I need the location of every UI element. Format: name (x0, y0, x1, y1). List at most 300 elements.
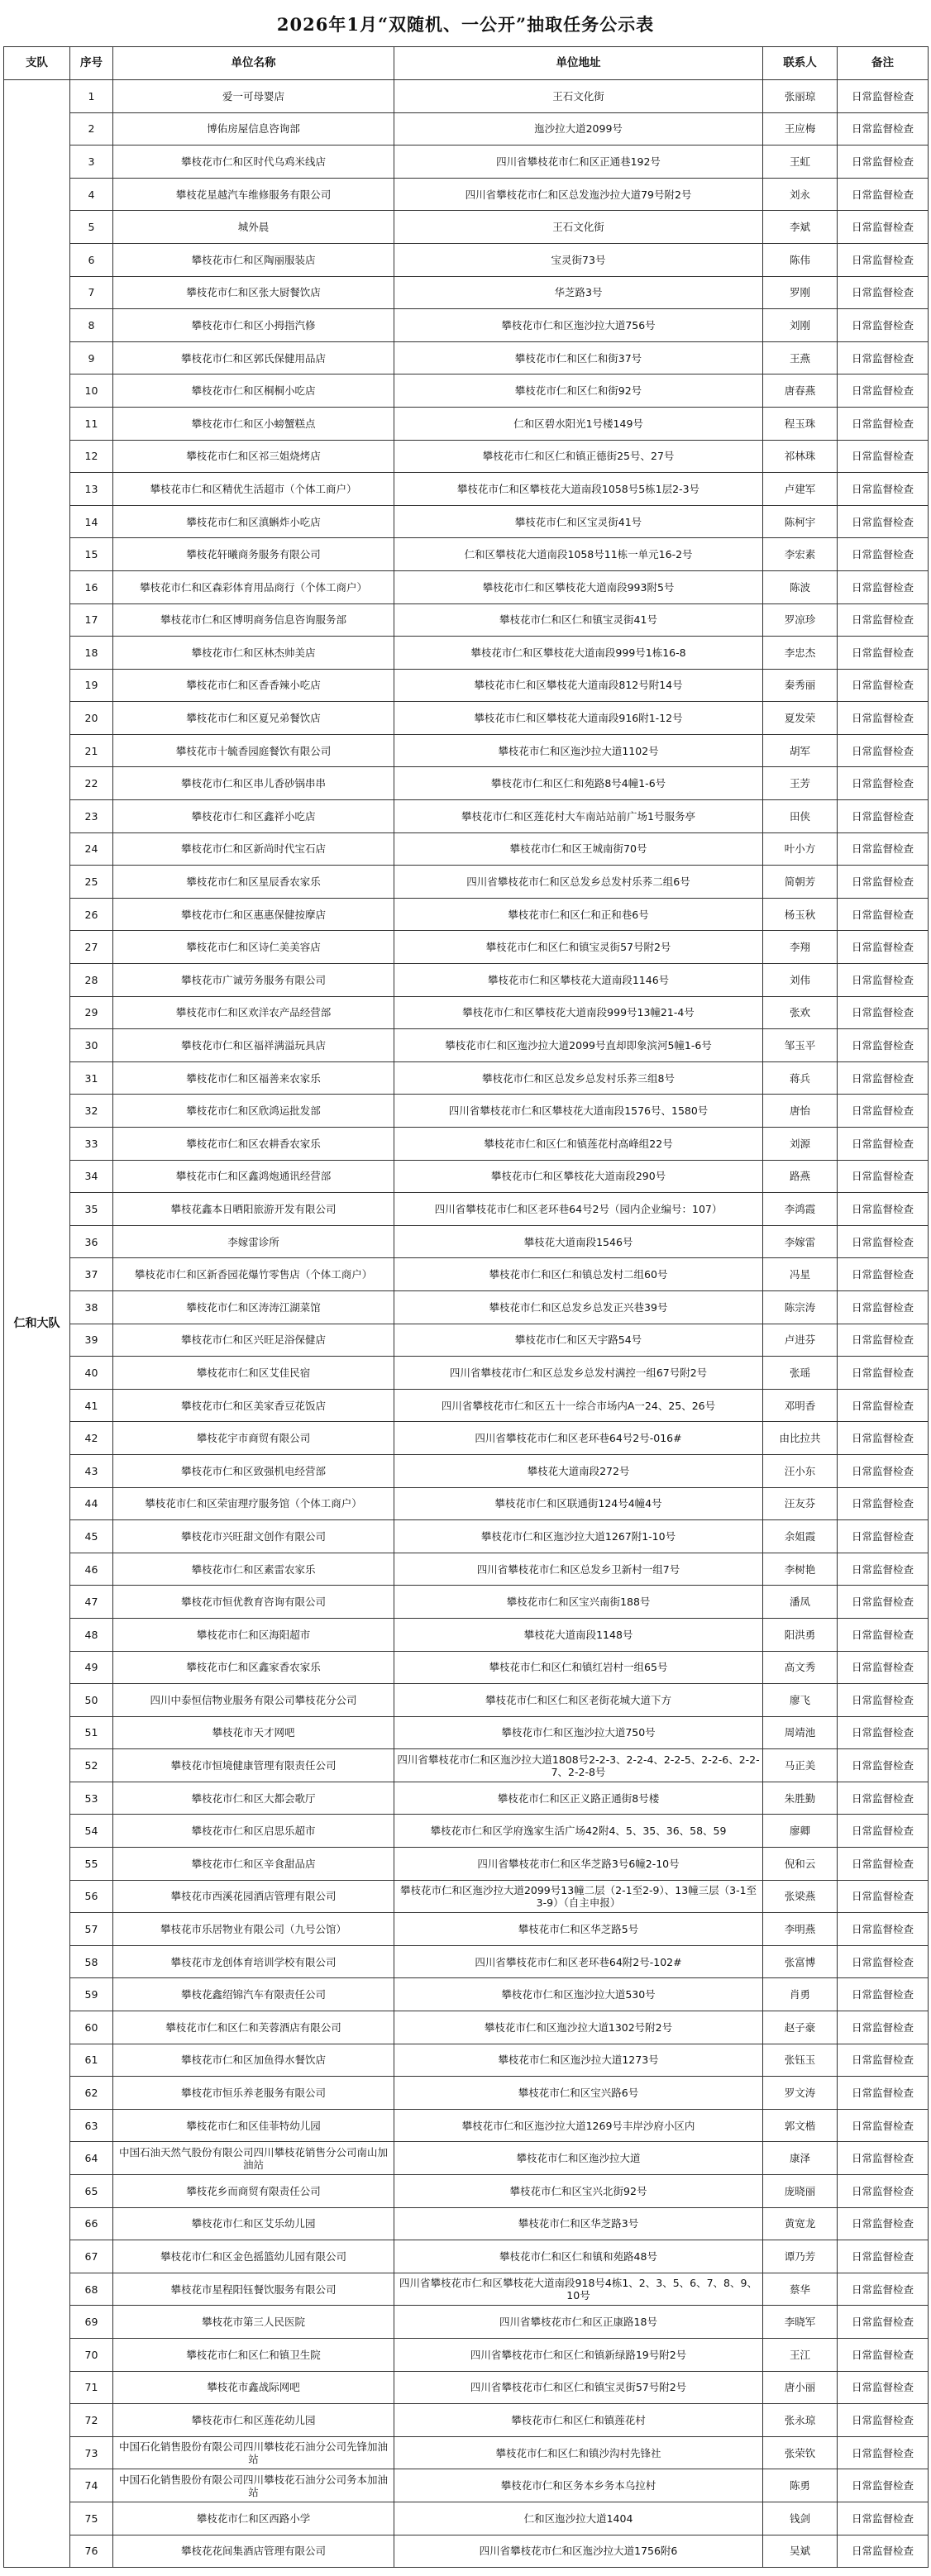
table-row (4, 2502, 929, 2535)
number-cell: 5 (70, 211, 113, 244)
unit-address-cell: 攀枝花市仁和区仁和苑路8号4幢1-6号 (394, 767, 763, 800)
table-row (4, 2469, 929, 2502)
unit-name-cell: 攀枝花花间集酒店管理有限公司 (113, 2535, 394, 2568)
number-cell: 52 (70, 1749, 113, 1782)
table-row (4, 1782, 929, 1815)
unit-name-cell: 攀枝花市仁和区鑫家香农家乐 (113, 1651, 394, 1684)
contact-cell: 蒋兵 (763, 1061, 838, 1095)
unit-address-cell: 四川省攀枝花市仁和区迤沙拉大道1756附6 (394, 2535, 763, 2568)
contact-cell: 卢进芬 (763, 1324, 838, 1357)
remark-cell: 日常监督检查 (838, 866, 929, 899)
header-remark: 备注 (838, 47, 929, 80)
unit-name-cell: 攀枝花市仁和区新尚时代宝石店 (113, 832, 394, 866)
number-cell: 58 (70, 1945, 113, 1978)
table-row (4, 2077, 929, 2110)
unit-name-cell: 攀枝花市仁和区仁和镇卫生院 (113, 2338, 394, 2371)
unit-name-cell: 中国石油天然气股份有限公司四川攀枝花销售分公司南山加油站 (113, 2142, 394, 2175)
unit-name-cell: 攀枝花市仁和区福善来农家乐 (113, 1061, 394, 1095)
contact-cell: 祁林珠 (763, 440, 838, 473)
table-row (4, 1945, 929, 1978)
table-row (4, 931, 929, 964)
contact-cell: 陈柯宇 (763, 505, 838, 538)
number-cell: 51 (70, 1716, 113, 1749)
unit-address-cell: 攀枝花市仁和区攀枝花大道南段1146号 (394, 964, 763, 997)
contact-cell: 张荣钦 (763, 2436, 838, 2469)
table-row (4, 1586, 929, 1619)
number-cell: 50 (70, 1684, 113, 1717)
remark-cell: 日常监督检查 (838, 2011, 929, 2044)
number-cell: 38 (70, 1290, 113, 1324)
unit-address-cell: 攀枝花市仁和区迤沙拉大道1302号附2号 (394, 2011, 763, 2044)
unit-address-cell: 四川省攀枝花市仁和区老环巷64附2号-102# (394, 1945, 763, 1978)
unit-address-cell: 攀枝花市仁和区攀枝花大道南段1058号5栋1层2-3号 (394, 473, 763, 506)
contact-cell: 王芳 (763, 767, 838, 800)
remark-cell: 日常监督检查 (838, 1913, 929, 1946)
table-row (4, 1454, 929, 1487)
remark-cell: 日常监督检查 (838, 1716, 929, 1749)
unit-address-cell: 四川省攀枝花市仁和区总发乡卫新村一组7号 (394, 1553, 763, 1586)
contact-cell: 蔡华 (763, 2273, 838, 2306)
contact-cell: 阳洪勇 (763, 1618, 838, 1651)
contact-cell: 廖卿 (763, 1815, 838, 1848)
remark-cell: 日常监督检查 (838, 2109, 929, 2142)
remark-cell: 日常监督检查 (838, 1095, 929, 1128)
unit-address-cell: 攀枝花大道南段272号 (394, 1454, 763, 1487)
number-cell: 69 (70, 2306, 113, 2339)
number-cell: 66 (70, 2207, 113, 2240)
remark-cell: 日常监督检查 (838, 1520, 929, 1553)
remark-cell: 日常监督检查 (838, 570, 929, 603)
table-row (4, 702, 929, 735)
contact-cell: 张富博 (763, 1945, 838, 1978)
number-cell: 64 (70, 2142, 113, 2175)
table-row (4, 1422, 929, 1455)
unit-address-cell: 攀枝花市仁和区王城南街70号 (394, 832, 763, 866)
number-cell: 54 (70, 1815, 113, 1848)
remark-cell: 日常监督检查 (838, 2273, 929, 2306)
remark-cell: 日常监督检查 (838, 1618, 929, 1651)
remark-cell: 日常监督检查 (838, 1193, 929, 1226)
number-cell: 73 (70, 2436, 113, 2469)
contact-cell: 汪小东 (763, 1454, 838, 1487)
unit-name-cell: 攀枝花市仁和区荣宙理疗服务馆（个体工商户） (113, 1487, 394, 1520)
unit-address-cell: 四川省攀枝花市仁和区总发迤沙拉大道79号附2号 (394, 178, 763, 211)
contact-cell: 王江 (763, 2338, 838, 2371)
unit-name-cell: 攀枝花市仁和区加鱼得水餐饮店 (113, 2044, 394, 2077)
unit-name-cell: 攀枝花鑫绍锦汽车有限责任公司 (113, 1978, 394, 2011)
remark-cell: 日常监督检查 (838, 734, 929, 767)
number-cell: 25 (70, 866, 113, 899)
unit-name-cell: 攀枝花市仁和区祁三姐烧烤店 (113, 440, 394, 473)
unit-name-cell: 攀枝花市仁和区惠惠保健按摩店 (113, 898, 394, 931)
unit-address-cell: 攀枝花市仁和区仁和镇总发村二组60号 (394, 1258, 763, 1291)
unit-address-cell: 攀枝花市仁和区总发乡总发正兴巷39号 (394, 1290, 763, 1324)
contact-cell: 罗凉珍 (763, 603, 838, 637)
table-row (4, 374, 929, 408)
unit-address-cell: 迤沙拉大道2099号 (394, 112, 763, 145)
unit-name-cell: 攀枝花市仁和区鑫祥小吃店 (113, 800, 394, 833)
contact-cell: 李嫁雷 (763, 1225, 838, 1258)
unit-address-cell: 攀枝花市仁和区务本乡务本乌拉村 (394, 2469, 763, 2502)
remark-cell: 日常监督检查 (838, 1880, 929, 1913)
unit-address-cell: 攀枝花市仁和区天宇路54号 (394, 1324, 763, 1357)
number-cell: 46 (70, 1553, 113, 1586)
table-row (4, 1978, 929, 2011)
contact-cell: 张瑶 (763, 1357, 838, 1390)
remark-cell: 日常监督检查 (838, 1586, 929, 1619)
number-cell: 71 (70, 2371, 113, 2404)
table-row (4, 1487, 929, 1520)
unit-name-cell: 攀枝花市仁和区海阳超市 (113, 1618, 394, 1651)
contact-cell: 秦秀丽 (763, 669, 838, 702)
contact-cell: 李鸿霞 (763, 1193, 838, 1226)
table-row (4, 996, 929, 1029)
number-cell: 9 (70, 341, 113, 374)
unit-name-cell: 攀枝花市仁和区西路小学 (113, 2502, 394, 2535)
number-cell: 76 (70, 2535, 113, 2568)
contact-cell: 朱胜勤 (763, 1782, 838, 1815)
contact-cell: 李明燕 (763, 1913, 838, 1946)
table-row (4, 1029, 929, 1062)
remark-cell: 日常监督检查 (838, 2338, 929, 2371)
remark-cell: 日常监督检查 (838, 374, 929, 408)
unit-name-cell: 攀枝花宇市商贸有限公司 (113, 1422, 394, 1455)
unit-name-cell: 攀枝花市仁和区串儿香砂锅串串 (113, 767, 394, 800)
unit-address-cell: 攀枝花市仁和区迤沙拉大道2099号13幢二层（2-1至2-9）、13幢三层（3-1至3-9）（自主申报） (394, 1880, 763, 1913)
contact-cell: 程玉珠 (763, 407, 838, 440)
number-cell: 62 (70, 2077, 113, 2110)
remark-cell: 日常监督检查 (838, 1324, 929, 1357)
contact-cell: 邓明香 (763, 1389, 838, 1422)
remark-cell: 日常监督检查 (838, 1684, 929, 1717)
unit-name-cell: 中国石化销售股份有限公司四川攀枝花石油分公司先锋加油站 (113, 2436, 394, 2469)
unit-address-cell: 攀枝花市仁和区宝兴路6号 (394, 2077, 763, 2110)
table-row (4, 1258, 929, 1291)
table-row (4, 832, 929, 866)
table-row (4, 1193, 929, 1226)
contact-cell: 唐春燕 (763, 374, 838, 408)
unit-name-cell: 攀枝花市仁和区致强机电经营部 (113, 1454, 394, 1487)
contact-cell: 康泽 (763, 2142, 838, 2175)
unit-name-cell: 攀枝花市仁和区素雷农家乐 (113, 1553, 394, 1586)
remark-cell: 日常监督检查 (838, 473, 929, 506)
unit-address-cell: 攀枝花市仁和区仁和镇宝灵街41号 (394, 603, 763, 637)
contact-cell: 张梁燕 (763, 1880, 838, 1913)
contact-cell: 王应梅 (763, 112, 838, 145)
contact-cell: 李忠杰 (763, 637, 838, 670)
unit-address-cell: 华芝路3号 (394, 276, 763, 309)
contact-cell: 陈宗涛 (763, 1290, 838, 1324)
unit-name-cell: 攀枝花乡而商贸有限责任公司 (113, 2175, 394, 2208)
remark-cell: 日常监督检查 (838, 767, 929, 800)
remark-cell: 日常监督检查 (838, 1357, 929, 1390)
remark-cell: 日常监督检查 (838, 2306, 929, 2339)
table-row (4, 80, 929, 113)
unit-address-cell: 攀枝花市仁和区学府逸家生活广场42附4、5、35、36、58、59 (394, 1815, 763, 1848)
number-cell: 65 (70, 2175, 113, 2208)
number-cell: 19 (70, 669, 113, 702)
contact-cell: 潘凤 (763, 1586, 838, 1619)
unit-address-cell: 攀枝花市仁和区攀枝花大道南段999号13幢21-4号 (394, 996, 763, 1029)
unit-name-cell: 攀枝花市仁和区欢洋农产品经营部 (113, 996, 394, 1029)
remark-cell: 日常监督检查 (838, 702, 929, 735)
number-cell: 29 (70, 996, 113, 1029)
number-cell: 8 (70, 309, 113, 342)
remark-cell: 日常监督检查 (838, 996, 929, 1029)
unit-name-cell: 攀枝花市仁和区桐桐小吃店 (113, 374, 394, 408)
contact-cell: 田侠 (763, 800, 838, 833)
number-cell: 47 (70, 1586, 113, 1619)
unit-name-cell: 攀枝花市仁和区林杰帅美店 (113, 637, 394, 670)
task-table (3, 46, 929, 2568)
unit-name-cell: 攀枝花市仁和区艾佳民宿 (113, 1357, 394, 1390)
number-cell: 32 (70, 1095, 113, 1128)
remark-cell: 日常监督检查 (838, 80, 929, 113)
unit-address-cell: 攀枝花市仁和区攀枝花大道南段999号1栋16-8 (394, 637, 763, 670)
table-row (4, 1749, 929, 1782)
table-row (4, 538, 929, 571)
number-cell: 40 (70, 1357, 113, 1390)
number-cell: 42 (70, 1422, 113, 1455)
number-cell: 4 (70, 178, 113, 211)
unit-name-cell: 攀枝花市恒乐养老服务有限公司 (113, 2077, 394, 2110)
unit-address-cell: 攀枝花市仁和区正义路正通街8号楼 (394, 1782, 763, 1815)
unit-name-cell: 攀枝花市仁和区滇蝌炸小吃店 (113, 505, 394, 538)
table-row (4, 1160, 929, 1193)
remark-cell: 日常监督检查 (838, 440, 929, 473)
unit-address-cell: 攀枝花市仁和区迤沙拉大道750号 (394, 1716, 763, 1749)
unit-address-cell: 攀枝花市仁和区攀枝花大道南段916附1-12号 (394, 702, 763, 735)
number-cell: 35 (70, 1193, 113, 1226)
unit-name-cell: 攀枝花市仁和区涛涛江湖菜馆 (113, 1290, 394, 1324)
team-cell: 仁和大队 (4, 80, 70, 2568)
number-cell: 23 (70, 800, 113, 833)
unit-address-cell: 攀枝花市仁和区仁和街37号 (394, 341, 763, 374)
unit-address-cell: 四川省攀枝花市仁和区仁和镇宝灵街57号附2号 (394, 2371, 763, 2404)
contact-cell: 李斌 (763, 211, 838, 244)
unit-address-cell: 攀枝花市仁和区联通街124号4幢4号 (394, 1487, 763, 1520)
unit-address-cell: 四川省攀枝花市仁和区正康路18号 (394, 2306, 763, 2339)
unit-name-cell: 攀枝花市仁和区小拇指汽修 (113, 309, 394, 342)
unit-name-cell: 攀枝花市仁和区美家香豆花饭店 (113, 1389, 394, 1422)
unit-address-cell: 四川省攀枝花市仁和区老环巷64号2号-016# (394, 1422, 763, 1455)
table-row (4, 570, 929, 603)
contact-cell: 黄宽龙 (763, 2207, 838, 2240)
contact-cell: 张钰玉 (763, 2044, 838, 2077)
unit-address-cell: 攀枝花市仁和区攀枝花大道南段993附5号 (394, 570, 763, 603)
number-cell: 37 (70, 1258, 113, 1291)
table-row (4, 2306, 929, 2339)
contact-cell: 夏发荣 (763, 702, 838, 735)
number-cell: 34 (70, 1160, 113, 1193)
number-cell: 39 (70, 1324, 113, 1357)
unit-address-cell: 攀枝花市仁和区攀枝花大道南段812号附14号 (394, 669, 763, 702)
contact-cell: 庞晓丽 (763, 2175, 838, 2208)
remark-cell: 日常监督检查 (838, 2469, 929, 2502)
number-cell: 16 (70, 570, 113, 603)
contact-cell: 余姐霞 (763, 1520, 838, 1553)
remark-cell: 日常监督检查 (838, 669, 929, 702)
table-row (4, 2011, 929, 2044)
remark-cell: 日常监督检查 (838, 931, 929, 964)
unit-address-cell: 攀枝花市仁和区仁和镇和苑路48号 (394, 2240, 763, 2273)
unit-name-cell: 攀枝花市仁和区兴旺足浴保健店 (113, 1324, 394, 1357)
unit-address-cell: 攀枝花市仁和区宝灵街41号 (394, 505, 763, 538)
contact-cell: 张欢 (763, 996, 838, 1029)
unit-name-cell: 攀枝花市仁和区莲花幼儿园 (113, 2404, 394, 2437)
table-row (4, 1553, 929, 1586)
number-cell: 36 (70, 1225, 113, 1258)
contact-cell: 陈伟 (763, 243, 838, 276)
remark-cell: 日常监督检查 (838, 832, 929, 866)
unit-address-cell: 攀枝花市仁和区仁和街92号 (394, 374, 763, 408)
number-cell: 24 (70, 832, 113, 866)
contact-cell: 汪友芬 (763, 1487, 838, 1520)
number-cell: 26 (70, 898, 113, 931)
unit-address-cell: 攀枝花市仁和区总发乡总发村乐荞三组8号 (394, 1061, 763, 1095)
contact-cell: 陈勇 (763, 2469, 838, 2502)
remark-cell: 日常监督检查 (838, 2371, 929, 2404)
unit-address-cell: 攀枝花市仁和区迤沙拉大道756号 (394, 309, 763, 342)
unit-name-cell: 攀枝花市仁和区启思乐超市 (113, 1815, 394, 1848)
number-cell: 30 (70, 1029, 113, 1062)
remark-cell: 日常监督检查 (838, 898, 929, 931)
table-row (4, 440, 929, 473)
table-row (4, 1651, 929, 1684)
unit-address-cell: 攀枝花市仁和区仁和镇沙沟村先锋社 (394, 2436, 763, 2469)
page-title: 2026年1月“双随机、一公开”抽取任务公示表 (276, 14, 655, 35)
contact-cell: 邹玉平 (763, 1029, 838, 1062)
table-row (4, 2175, 929, 2208)
unit-address-cell: 四川省攀枝花市仁和区迤沙拉大道1808号2-2-3、2-2-4、2-2-5、2-2-6、2-2-7、2-2-8号 (394, 1749, 763, 1782)
unit-address-cell: 攀枝花大道南段1546号 (394, 1225, 763, 1258)
contact-cell: 李翔 (763, 931, 838, 964)
unit-name-cell: 攀枝花市兴旺甜文创作有限公司 (113, 1520, 394, 1553)
contact-cell: 简朝芳 (763, 866, 838, 899)
number-cell: 44 (70, 1487, 113, 1520)
unit-address-cell: 攀枝花市仁和区华芝路3号 (394, 2207, 763, 2240)
remark-cell: 日常监督检查 (838, 2240, 929, 2273)
unit-address-cell: 四川省攀枝花市仁和区攀枝花大道南段918号4栋1、2、3、5、6、7、8、9、10号 (394, 2273, 763, 2306)
remark-cell: 日常监督检查 (838, 211, 929, 244)
number-cell: 13 (70, 473, 113, 506)
unit-name-cell: 攀枝花星越汽车维修服务有限公司 (113, 178, 394, 211)
table-row (4, 1095, 929, 1128)
unit-address-cell: 攀枝花市仁和区仁和镇宝灵街57号附2号 (394, 931, 763, 964)
unit-name-cell: 博佑房屋信息咨询部 (113, 112, 394, 145)
number-cell: 67 (70, 2240, 113, 2273)
unit-address-cell: 四川省攀枝花市仁和区五十一综合市场内A一24、25、26号 (394, 1389, 763, 1422)
number-cell: 3 (70, 145, 113, 179)
table-row (4, 2338, 929, 2371)
contact-cell: 谭乃芳 (763, 2240, 838, 2273)
number-cell: 61 (70, 2044, 113, 2077)
table-row (4, 473, 929, 506)
unit-name-cell: 攀枝花市鑫战际网吧 (113, 2371, 394, 2404)
remark-cell: 日常监督检查 (838, 2404, 929, 2437)
unit-address-cell: 仁和区迤沙拉大道1404 (394, 2502, 763, 2535)
remark-cell: 日常监督检查 (838, 243, 929, 276)
number-cell: 31 (70, 1061, 113, 1095)
number-cell: 56 (70, 1880, 113, 1913)
remark-cell: 日常监督检查 (838, 1782, 929, 1815)
remark-cell: 日常监督检查 (838, 1848, 929, 1881)
number-cell: 33 (70, 1128, 113, 1161)
unit-name-cell: 攀枝花市仁和区香香辣小吃店 (113, 669, 394, 702)
unit-name-cell: 攀枝花市仁和区郭氏保健用品店 (113, 341, 394, 374)
remark-cell: 日常监督检查 (838, 1749, 929, 1782)
unit-name-cell: 攀枝花市仁和区森彩体育用品商行（个体工商户） (113, 570, 394, 603)
table-row (4, 309, 929, 342)
table-row (4, 1128, 929, 1161)
unit-name-cell: 攀枝花市第三人民医院 (113, 2306, 394, 2339)
remark-cell: 日常监督检查 (838, 2502, 929, 2535)
number-cell: 49 (70, 1651, 113, 1684)
table-row (4, 1324, 929, 1357)
number-cell: 55 (70, 1848, 113, 1881)
unit-name-cell: 攀枝花市仁和区艾乐幼儿园 (113, 2207, 394, 2240)
table-row (4, 603, 929, 637)
unit-name-cell: 攀枝花市仁和区张大厨餐饮店 (113, 276, 394, 309)
table-row (4, 2109, 929, 2142)
unit-address-cell: 攀枝花市仁和区迤沙拉大道530号 (394, 1978, 763, 2011)
unit-name-cell: 攀枝花市仁和区仁和芙蓉酒店有限公司 (113, 2011, 394, 2044)
table-body (4, 80, 929, 2568)
number-cell: 6 (70, 243, 113, 276)
table-row (4, 898, 929, 931)
unit-name-cell: 攀枝花市恒优教育咨询有限公司 (113, 1586, 394, 1619)
table-row (4, 178, 929, 211)
contact-cell: 罗刚 (763, 276, 838, 309)
number-cell: 63 (70, 2109, 113, 2142)
unit-address-cell: 四川省攀枝花市仁和区仁和镇新绿路19号附2号 (394, 2338, 763, 2371)
table-row (4, 1913, 929, 1946)
number-cell: 45 (70, 1520, 113, 1553)
number-cell: 2 (70, 112, 113, 145)
contact-cell: 卢建军 (763, 473, 838, 506)
unit-name-cell: 攀枝花市龙创体育培训学校有限公司 (113, 1945, 394, 1978)
unit-address-cell: 攀枝花市仁和区宝兴北街92号 (394, 2175, 763, 2208)
number-cell: 72 (70, 2404, 113, 2437)
remark-cell: 日常监督检查 (838, 2044, 929, 2077)
table-row (4, 211, 929, 244)
table-row (4, 669, 929, 702)
number-cell: 59 (70, 1978, 113, 2011)
table-row (4, 1684, 929, 1717)
header-unit-address: 单位地址 (394, 47, 763, 80)
table-row (4, 2404, 929, 2437)
unit-address-cell: 攀枝花市仁和区迤沙拉大道1269号丰岸沙府小区内 (394, 2109, 763, 2142)
contact-cell: 路燕 (763, 1160, 838, 1193)
table-row (4, 637, 929, 670)
remark-cell: 日常监督检查 (838, 2535, 929, 2568)
unit-name-cell: 攀枝花市天才网吧 (113, 1716, 394, 1749)
remark-cell: 日常监督检查 (838, 1945, 929, 1978)
table-row (4, 2436, 929, 2469)
contact-cell: 张永琼 (763, 2404, 838, 2437)
contact-cell: 唐小丽 (763, 2371, 838, 2404)
number-cell: 57 (70, 1913, 113, 1946)
number-cell: 7 (70, 276, 113, 309)
remark-cell: 日常监督检查 (838, 1389, 929, 1422)
table-row (4, 1389, 929, 1422)
table-row (4, 1880, 929, 1913)
number-cell: 74 (70, 2469, 113, 2502)
table-row (4, 1290, 929, 1324)
unit-name-cell: 攀枝花市仁和区佳菲特幼儿园 (113, 2109, 394, 2142)
unit-address-cell: 攀枝花市仁和区仁和区老街花城大道下方 (394, 1684, 763, 1717)
contact-cell: 唐怡 (763, 1095, 838, 1128)
